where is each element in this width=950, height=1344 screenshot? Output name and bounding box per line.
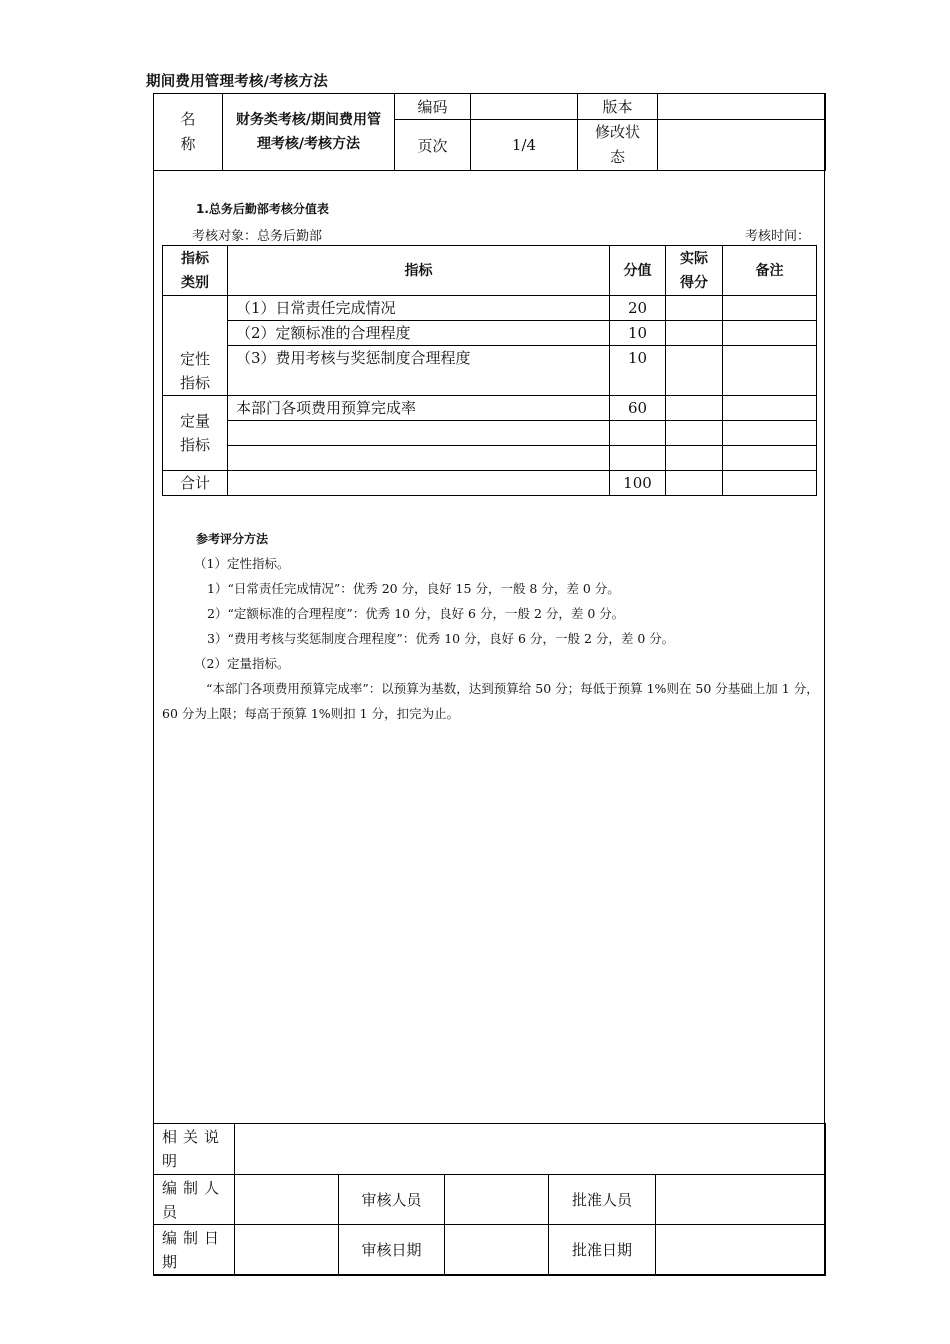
total-indicator-cell bbox=[228, 471, 610, 496]
qualitative-heading: （1）定性指标。 bbox=[194, 556, 290, 571]
page-value: 1/4 bbox=[471, 120, 578, 171]
approver-value bbox=[656, 1175, 826, 1225]
review-date-label: 审核日期 bbox=[339, 1225, 445, 1276]
code-value bbox=[471, 94, 578, 120]
score-cell bbox=[610, 446, 666, 471]
score-cell: 10 bbox=[610, 346, 666, 396]
table-row bbox=[163, 321, 817, 346]
quantitative-heading: （2）定量指标。 bbox=[194, 656, 290, 671]
reference-item: 3）“费用考核与奖惩制度合理程度”：优秀 10 分，良好 6 分，一般 2 分，差 0 分。 bbox=[207, 631, 675, 646]
preparer-label: 编制人员 bbox=[154, 1175, 235, 1225]
score-table bbox=[162, 245, 817, 496]
total-remark-cell bbox=[723, 471, 817, 496]
notes-label: 相关说明 bbox=[154, 1124, 235, 1175]
revision-value bbox=[658, 120, 826, 171]
revision-label: 修改状态 bbox=[578, 120, 658, 171]
total-actual-cell bbox=[666, 471, 723, 496]
header-category: 指标类别 bbox=[163, 246, 228, 296]
assessment-time: 考核时间： bbox=[744, 229, 810, 244]
indicator-cell: （3）费用考核与奖惩制度合理程度 bbox=[228, 346, 610, 396]
content-area bbox=[154, 170, 824, 1123]
remark-cell bbox=[723, 446, 817, 471]
prep-date-label: 编制日期 bbox=[154, 1225, 235, 1276]
quantitative-category: 定量指标 bbox=[163, 396, 228, 471]
name-label: 名 称 bbox=[154, 94, 223, 171]
actual-cell bbox=[666, 446, 723, 471]
section-title: 1.总务后勤部考核分值表 bbox=[196, 202, 329, 216]
remark-cell bbox=[723, 321, 817, 346]
quantitative-rule: “本部门各项费用预算完成率”：以预算为基数，达到预算给 50 分；每低于预算 1%则在 50 分基础上加 1 分，60 分为上限；每高于预算 1%则扣 1 分，扣完为止。 bbox=[162, 681, 819, 721]
document-frame bbox=[153, 93, 825, 1275]
page-label: 页次 bbox=[395, 120, 471, 171]
approver-label: 批准人员 bbox=[549, 1175, 656, 1225]
code-label: 编码 bbox=[395, 94, 471, 120]
reference-title: 参考评分方法 bbox=[196, 532, 269, 546]
actual-cell bbox=[666, 321, 723, 346]
review-date-value bbox=[445, 1225, 549, 1276]
preparer-value bbox=[235, 1175, 339, 1225]
header-score: 分值 bbox=[610, 246, 666, 296]
qualitative-category: 定性指标 bbox=[163, 296, 228, 396]
remark-cell bbox=[723, 296, 817, 321]
indicator-cell bbox=[228, 421, 610, 446]
version-value bbox=[658, 94, 826, 120]
indicator-cell: 本部门各项费用预算完成率 bbox=[228, 396, 610, 421]
name-value: 财务类考核/期间费用管理考核/考核方法 bbox=[223, 94, 395, 171]
signature-table bbox=[153, 1123, 826, 1276]
reviewer-label: 审核人员 bbox=[339, 1175, 445, 1225]
assessment-target: 考核对象：总务后勤部 bbox=[192, 229, 323, 244]
remark-cell bbox=[723, 421, 817, 446]
table-row bbox=[163, 396, 817, 421]
header-remark: 备注 bbox=[723, 246, 817, 296]
actual-cell bbox=[666, 346, 723, 396]
version-label: 版本 bbox=[578, 94, 658, 120]
notes-value bbox=[235, 1124, 826, 1175]
table-row bbox=[163, 421, 817, 446]
indicator-cell bbox=[228, 446, 610, 471]
actual-cell bbox=[666, 421, 723, 446]
indicator-cell: （1）日常责任完成情况 bbox=[228, 296, 610, 321]
score-cell: 20 bbox=[610, 296, 666, 321]
document-title: 期间费用管理考核/考核方法 bbox=[146, 74, 328, 90]
actual-cell bbox=[666, 296, 723, 321]
remark-cell bbox=[723, 396, 817, 421]
reviewer-value bbox=[445, 1175, 549, 1225]
remark-cell bbox=[723, 346, 817, 396]
approve-date-value bbox=[656, 1225, 826, 1276]
table-row bbox=[163, 296, 817, 321]
score-cell: 60 bbox=[610, 396, 666, 421]
table-row bbox=[163, 346, 817, 396]
indicator-cell: （2）定额标准的合理程度 bbox=[228, 321, 610, 346]
header-table bbox=[153, 93, 826, 171]
actual-cell bbox=[666, 396, 723, 421]
header-indicator: 指标 bbox=[228, 246, 610, 296]
total-score: 100 bbox=[610, 471, 666, 496]
reference-item: 1）“日常责任完成情况”：优秀 20 分，良好 15 分，一般 8 分，差 0 分。 bbox=[207, 581, 620, 596]
total-label: 合计 bbox=[163, 471, 228, 496]
header-actual: 实际得分 bbox=[666, 246, 723, 296]
approve-date-label: 批准日期 bbox=[549, 1225, 656, 1276]
score-cell: 10 bbox=[610, 321, 666, 346]
total-row bbox=[163, 471, 817, 496]
score-cell bbox=[610, 421, 666, 446]
reference-item: 2）“定额标准的合理程度”：优秀 10 分，良好 6 分，一般 2 分，差 0 分。 bbox=[207, 606, 625, 621]
table-row bbox=[163, 446, 817, 471]
prep-date-value bbox=[235, 1225, 339, 1276]
